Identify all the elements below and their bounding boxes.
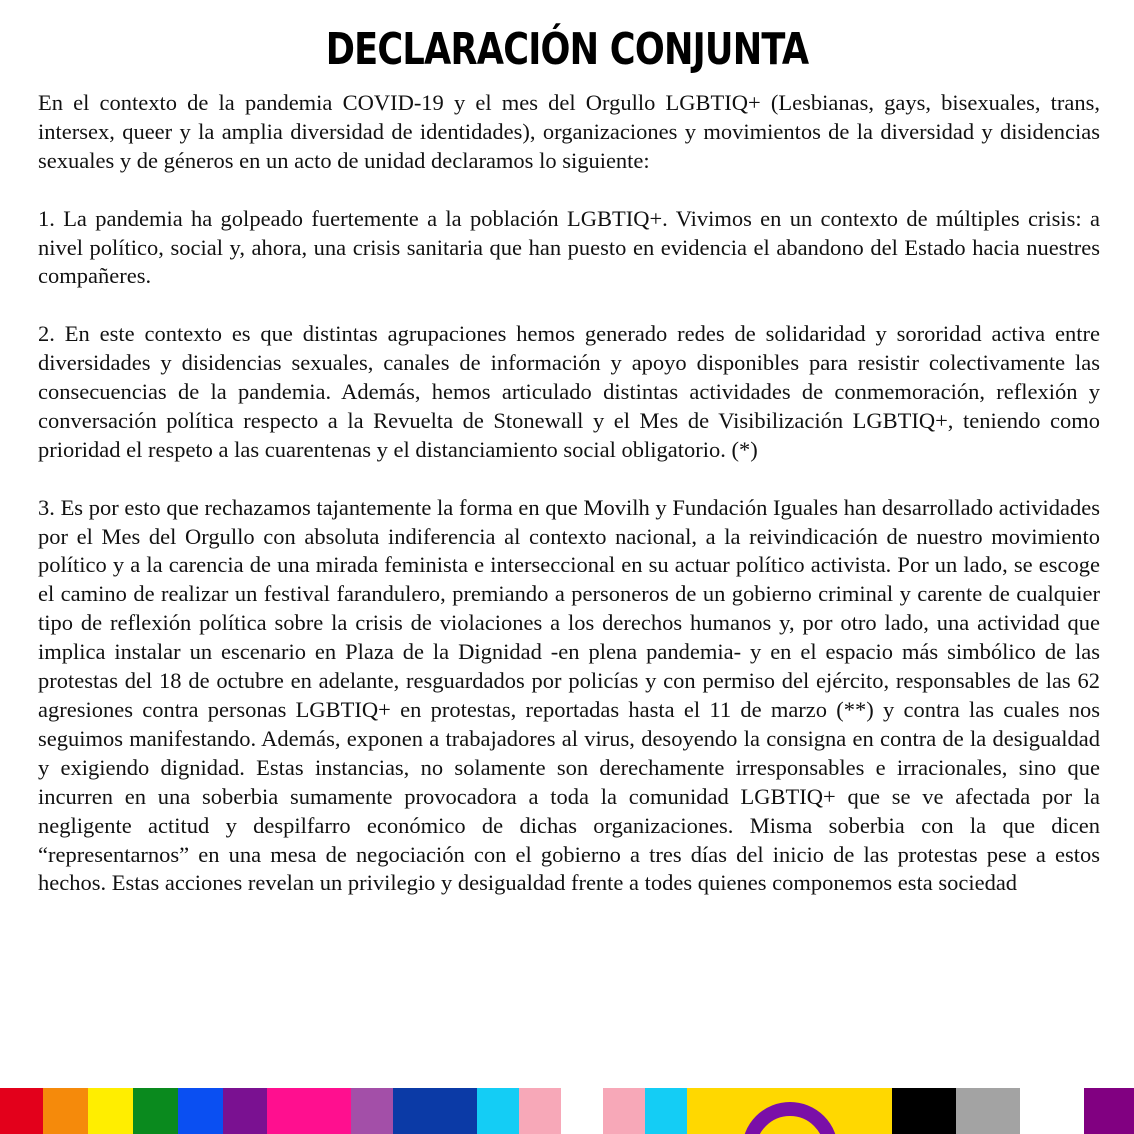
flag-stripe [43, 1088, 88, 1134]
flag-stripe [956, 1088, 1020, 1134]
flag-stripe [351, 1088, 393, 1134]
flag-stripe [477, 1088, 519, 1134]
paragraph-intro: En el contexto de la pandemia COVID-19 y el mes del Orgullo LGBTIQ+ (Lesbianas, gays, bisexuales, trans, intersex, queer y la amplia diversidad de identidades), organizaciones y movimientos de la diversidad y disidencias sexuales y de géneros en un acto de unidad declaramos lo siguiente: [38, 90, 1100, 173]
flag-stripe [88, 1088, 133, 1134]
flag-stripe [0, 1088, 43, 1134]
page-title: DECLARACIÓN CONJUNTA [325, 24, 809, 75]
flag-stripe-intersex [687, 1088, 892, 1134]
flag-stripe [519, 1088, 561, 1134]
flag-stripe [223, 1088, 267, 1134]
flag-stripe [178, 1088, 223, 1134]
flag-stripe [1084, 1088, 1134, 1134]
flag-stripe [393, 1088, 477, 1134]
flag-stripe [1020, 1088, 1084, 1134]
flag-stripe [133, 1088, 178, 1134]
flag-stripe [561, 1088, 603, 1134]
flag-stripe [892, 1088, 956, 1134]
paragraph-point-2: 2. En este contexto es que distintas agrupaciones hemos generado redes de solidaridad y sororidad activa entre diversidades y disidencias sexuales, canales de información y apoyo disponibles para resistir colectivamente las consecuencias de la pandemia. Además, hemos articulado distintas actividades de conmemoración, reflexión y conversación política respecto a la Revuelta de Stonewall y el Mes de Visibilización LGBTIQ+, teniendo como prioridad el respeto a las cuarentenas y el distanciamiento social obligatorio. (*) [38, 321, 1100, 462]
pride-flag-strip [0, 1088, 1134, 1134]
flag-stripe [267, 1088, 351, 1134]
intersex-circle-icon [742, 1102, 838, 1134]
paragraph-point-3: 3. Es por esto que rechazamos tajantemente la forma en que Movilh y Fundación Iguales han desarrollado actividades por el Mes del Orgullo con absoluta indiferencia al contexto nacional, a la reivindicación de nuestro movimiento político y a la carencia de una mirada feminista e interseccional en su actuar político activista. Por un lado, se escoge el camino de realizar un festival farandulero, premiando a personeros de un gobierno criminal y carente de cualquier tipo de reflexión política sobre la crisis de violaciones a los derechos humanos y, por otro lado, una actividad que implica instalar un escenario en Plaza de la Dignidad -en plena pandemia- y en el espacio más simbólico de las protestas del 18 de octubre en adelante, resguardados por policías y con permiso del ejército, responsables de las 62 agresiones contra personas LGBTIQ+ en protestas, reportadas hasta el 11 de marzo (**) y contra las cuales nos seguimos manifestando. Además, exponen a trabajadores al virus, desoyendo la consigna en contra de la desigualdad y exigiendo dignidad. Estas instancias, no solamente son derechamente irresponsables e irracionales, sino que incurren en una soberbia sumamente provocadora a toda la comunidad LGBTIQ+ que se ve afectada por la negligente actitud y despilfarro económico de dichas organizaciones. Misma soberbia con la que dicen “representarnos” en una mesa de negociación con el gobierno a tres días del inicio de las protestas pese a estos hechos. Estas acciones revelan un privilegio y desigualdad frente a todes quienes componemos esta sociedad [38, 494, 1100, 896]
flag-stripe [603, 1088, 645, 1134]
flag-stripe [645, 1088, 687, 1134]
declaration-body [38, 89, 1100, 927]
paragraph-point-1: 1. La pandemia ha golpeado fuertemente a la población LGBTIQ+. Vivimos en un contexto de múltiples crisis: a nivel político, social y, ahora, una crisis sanitaria que han puesto en evidencia el abandono del Estado hacia nuestres compañeres. [38, 205, 1100, 289]
